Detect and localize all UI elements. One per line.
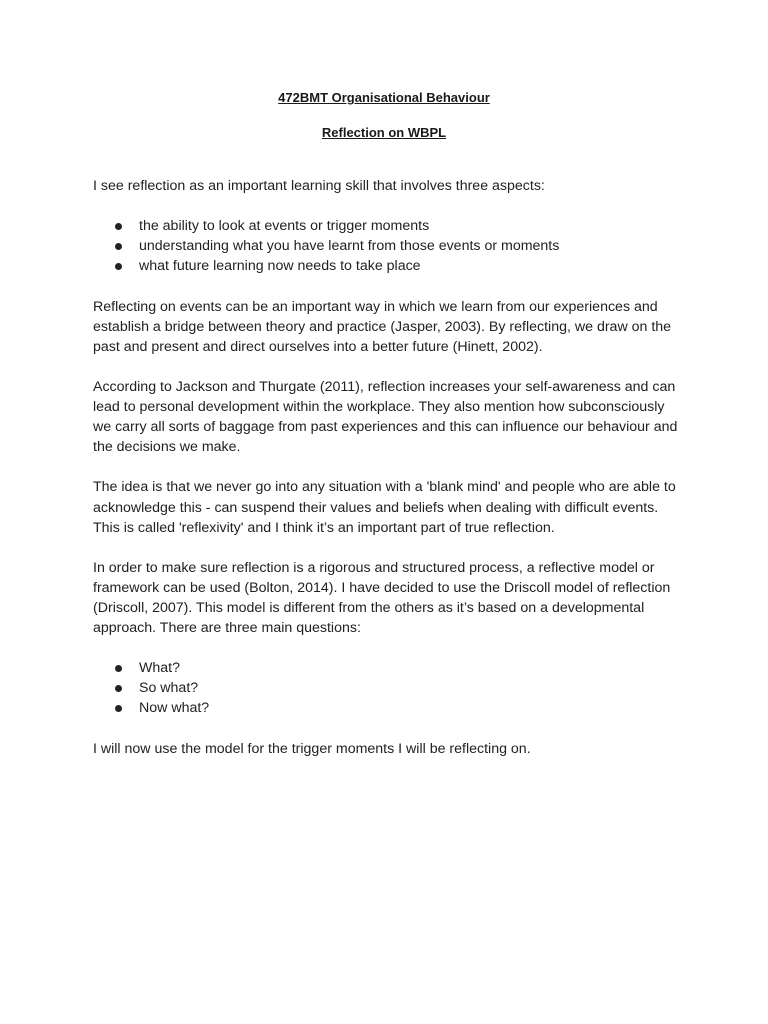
list-item-text: the ability to look at events or trigger moments bbox=[139, 218, 430, 235]
bullet-icon bbox=[115, 665, 122, 672]
document-title: 472BMT Organisational Behaviour bbox=[278, 90, 490, 105]
questions-list bbox=[93, 658, 683, 718]
bullet-icon bbox=[115, 263, 122, 270]
intro-paragraph: I see reflection as an important learning skill that involves three aspects: bbox=[93, 178, 545, 194]
list-item-text: So what? bbox=[139, 680, 199, 697]
aspects-list bbox=[93, 216, 683, 276]
list-item bbox=[93, 256, 683, 276]
list-item-text: What? bbox=[139, 660, 181, 677]
paragraph-self-awareness: According to Jackson and Thurgate (2011), reflection increases your self-awareness and can lead to personal development within the workplace. They also mention how subconsciously we carry all sorts of baggage from past experiences and this can influence our behaviour and the decisions we make. bbox=[93, 378, 678, 456]
paragraph-reflecting-on-events: Reflecting on events can be an important way in which we learn from our experiences and establish a bridge between theory and practice (Jasper, 2003). By reflecting, we draw on the past and present and direct ourselves into a better future (Hinett, 2002). bbox=[93, 298, 672, 355]
bullet-icon bbox=[115, 705, 122, 712]
closing-paragraph: I will now use the model for the trigger moments I will be reflecting on. bbox=[93, 740, 531, 757]
list-item bbox=[93, 658, 683, 678]
list-item-text: what future learning now needs to take place bbox=[139, 258, 421, 275]
list-item bbox=[93, 678, 683, 698]
list-item bbox=[93, 216, 683, 236]
document-subtitle: Reflection on WBPL bbox=[321, 125, 447, 140]
list-item bbox=[93, 236, 683, 256]
paragraph-driscoll-model: In order to make sure reflection is a rigorous and structured process, a reflective model or framework can be used (Bolton, 2014). I have decided to use the Driscoll model of reflection (Driscoll, 2007). This model is different from the others as it’s based on a developmental approach. There are three main questions: bbox=[93, 559, 671, 637]
list-item-text: understanding what you have learnt from those events or moments bbox=[139, 238, 560, 255]
bullet-icon bbox=[115, 243, 122, 250]
list-item bbox=[93, 698, 683, 718]
paragraph-reflexivity: The idea is that we never go into any situation with a 'blank mind' and people who are able to acknowledge this - can suspend their values and beliefs when dealing with difficult events. This is called 'reflexivity' and I think it’s an important part of true reflection. bbox=[93, 479, 676, 536]
document-body bbox=[93, 176, 683, 779]
bullet-icon bbox=[115, 223, 122, 230]
list-item-text: Now what? bbox=[139, 700, 210, 717]
bullet-icon bbox=[115, 685, 122, 692]
